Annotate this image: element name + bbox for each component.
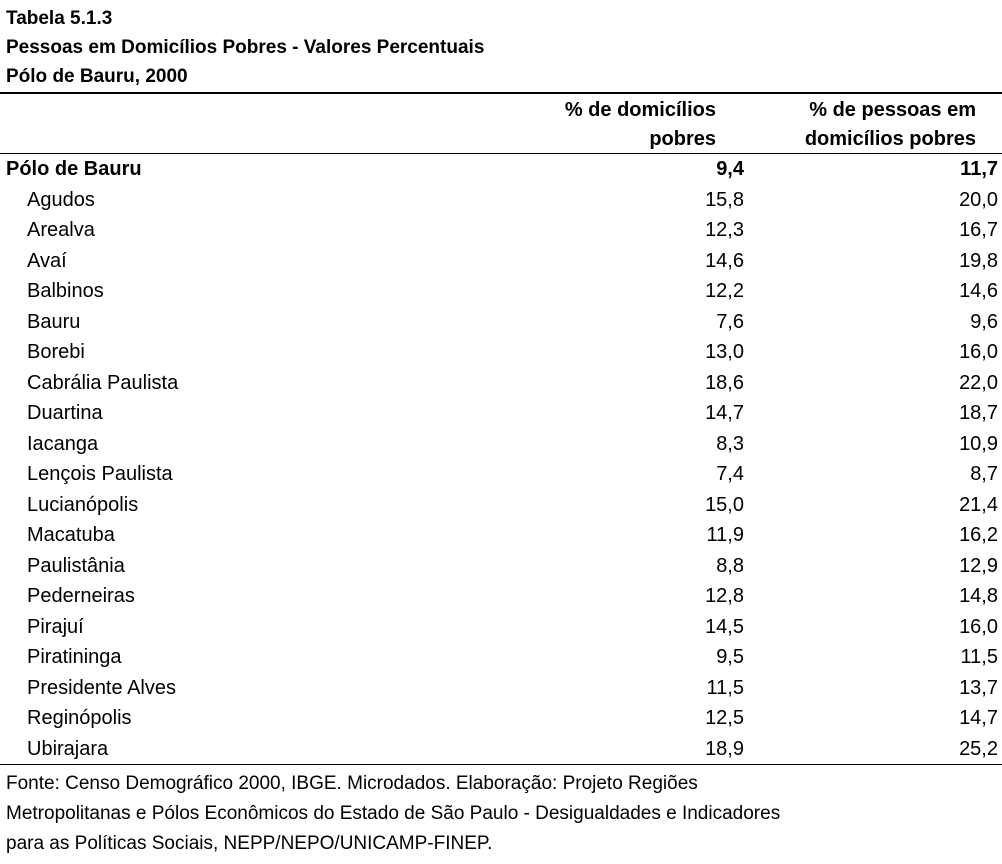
row-pessoas-value: 18,7 xyxy=(959,402,998,424)
table-title: Pessoas em Domicílios Pobres - Valores Percentuais xyxy=(6,37,485,58)
row-pessoas-value: 16,7 xyxy=(959,219,998,241)
row-domicilios-value: 12,3 xyxy=(705,219,744,241)
row-pessoas-value: 13,7 xyxy=(959,676,998,699)
row-domicilios-value: 18,6 xyxy=(705,371,744,394)
row-domicilios-value: 15,8 xyxy=(705,188,744,211)
table-row xyxy=(0,368,1002,399)
column-header-pessoas-line1: % de pessoas em xyxy=(809,99,976,121)
footnote-line1: Fonte: Censo Demográfico 2000, IBGE. Microdados. Elaboração: Projeto Regiões xyxy=(6,773,698,794)
row-domicilios-value: 7,6 xyxy=(716,310,744,333)
row-name: Duartina xyxy=(27,402,103,424)
table-row xyxy=(0,307,1002,338)
row-name: Ubirajara xyxy=(27,737,109,760)
row-pessoas-value: 20,0 xyxy=(959,188,998,211)
row-pessoas-value: 16,2 xyxy=(959,524,998,546)
row-domicilios-value: 7,4 xyxy=(716,463,744,485)
row-name: Macatuba xyxy=(27,524,115,546)
table-row xyxy=(0,429,1002,460)
table-header xyxy=(0,96,1002,154)
row-domicilios-value: 11,5 xyxy=(706,676,744,699)
column-header-domicilios-line1: % de domicílios xyxy=(564,99,716,121)
row-domicilios-value: 12,5 xyxy=(705,707,744,729)
row-name: Arealva xyxy=(27,219,95,241)
column-header-domicilios xyxy=(565,96,716,154)
row-pessoas-value: 16,0 xyxy=(959,615,998,638)
table-row xyxy=(0,551,1002,582)
row-name: Lucianópolis xyxy=(27,493,139,516)
row-name: Lençois Paulista xyxy=(27,463,173,485)
row-domicilios-value: 14,5 xyxy=(705,615,744,638)
row-domicilios-value: 8,3 xyxy=(716,432,744,455)
table-row xyxy=(0,215,1002,246)
column-header-pessoas xyxy=(805,96,976,154)
row-pessoas-value: 25,2 xyxy=(959,737,998,760)
footnote-line3: para as Políticas Sociais, NEPP/NEPO/UNICAMP-FINEP. xyxy=(6,833,493,854)
row-name: Reginópolis xyxy=(27,707,132,729)
row-name: Pederneiras xyxy=(27,585,135,607)
row-pessoas-value: 16,0 xyxy=(959,341,998,363)
table-row xyxy=(0,459,1002,490)
source-footnote xyxy=(6,769,996,859)
row-name: Borebi xyxy=(27,341,85,363)
row-pessoas-value: 11,7 xyxy=(960,158,998,180)
row-domicilios-value: 9,4 xyxy=(716,158,744,180)
table-row xyxy=(0,398,1002,429)
row-pessoas-value: 14,7 xyxy=(959,707,998,729)
table-number: Tabela 5.1.3 xyxy=(6,8,113,29)
row-name: Pólo de Bauru xyxy=(6,158,142,180)
row-name: Balbinos xyxy=(27,280,104,302)
row-domicilios-value: 12,2 xyxy=(705,280,744,302)
table-row xyxy=(0,703,1002,734)
table-row xyxy=(0,246,1002,277)
row-pessoas-value: 8,7 xyxy=(970,463,998,485)
table-row xyxy=(0,520,1002,551)
top-rule xyxy=(0,92,1002,94)
table-title-block xyxy=(6,4,484,91)
row-domicilios-value: 18,9 xyxy=(705,737,744,760)
table-row xyxy=(0,612,1002,643)
row-domicilios-value: 13,0 xyxy=(705,341,744,363)
table-row xyxy=(0,337,1002,368)
row-domicilios-value: 9,5 xyxy=(716,646,744,668)
row-pessoas-value: 22,0 xyxy=(959,371,998,394)
row-pessoas-value: 14,6 xyxy=(959,280,998,302)
row-name: Agudos xyxy=(27,188,95,211)
row-pessoas-value: 11,5 xyxy=(960,646,998,668)
table-subtitle: Pólo de Bauru, 2000 xyxy=(6,66,188,87)
table-row xyxy=(0,734,1002,765)
row-name: Bauru xyxy=(27,310,81,333)
row-name: Avaí xyxy=(27,249,67,272)
row-name: Pirajuí xyxy=(27,615,84,638)
row-domicilios-value: 14,6 xyxy=(705,249,744,272)
row-name: Paulistânia xyxy=(27,554,125,577)
row-domicilios-value: 12,8 xyxy=(705,585,744,607)
table-row xyxy=(0,642,1002,673)
row-domicilios-value: 8,8 xyxy=(716,554,744,577)
row-pessoas-value: 19,8 xyxy=(959,249,998,272)
table-row xyxy=(0,276,1002,307)
table-row xyxy=(0,490,1002,521)
table-row xyxy=(0,673,1002,704)
row-pessoas-value: 12,9 xyxy=(959,554,998,577)
column-header-pessoas-line2: domicílios pobres xyxy=(804,128,976,150)
table-row-total xyxy=(0,154,1002,185)
row-name: Iacanga xyxy=(27,432,99,455)
row-domicilios-value: 15,0 xyxy=(705,493,744,516)
bottom-rule xyxy=(0,764,1002,765)
row-pessoas-value: 21,4 xyxy=(959,493,998,516)
row-domicilios-value: 14,7 xyxy=(705,402,744,424)
table-row xyxy=(0,581,1002,612)
row-name: Piratininga xyxy=(27,646,122,668)
footnote-line2: Metropolitanas e Pólos Econômicos do Estado de São Paulo - Desigualdades e Indicadores xyxy=(6,803,781,824)
column-header-domicilios-line2: pobres xyxy=(649,128,716,150)
table-row xyxy=(0,185,1002,216)
row-name: Presidente Alves xyxy=(27,676,176,699)
row-pessoas-value: 10,9 xyxy=(959,432,998,455)
table-body xyxy=(0,154,1002,764)
row-domicilios-value: 11,9 xyxy=(706,524,744,546)
row-pessoas-value: 14,8 xyxy=(959,585,998,607)
row-pessoas-value: 9,6 xyxy=(970,310,998,333)
row-name: Cabrália Paulista xyxy=(27,371,179,394)
